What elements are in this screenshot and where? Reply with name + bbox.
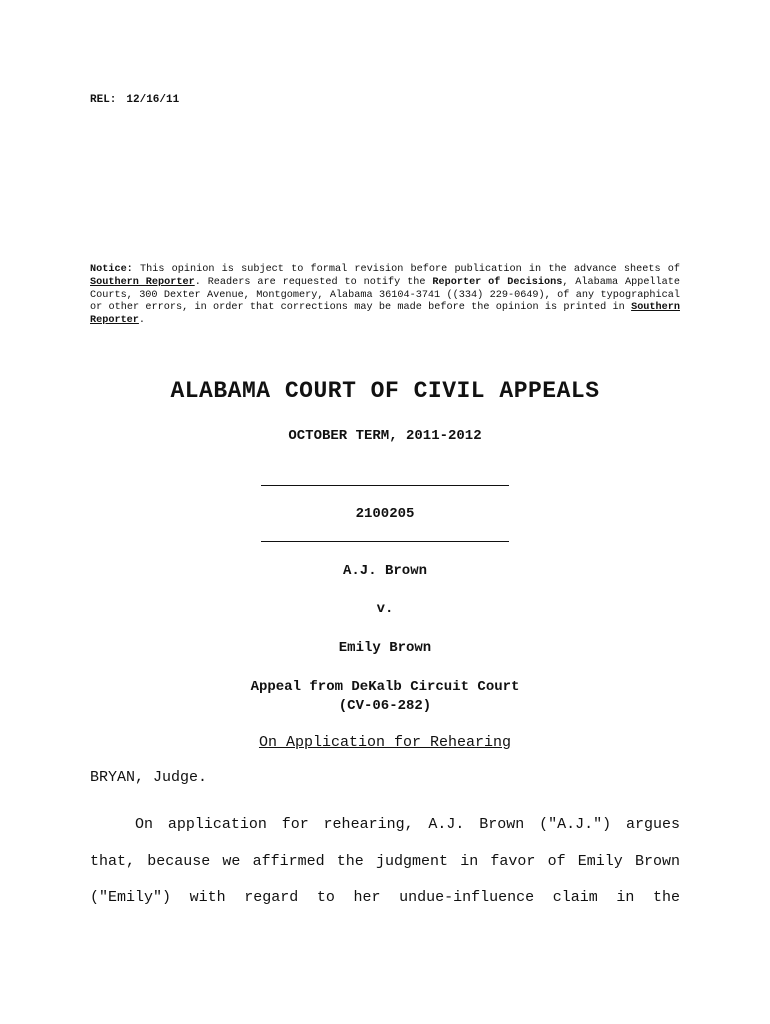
- southern-reporter-ref: Southern Reporter: [90, 276, 195, 288]
- term: OCTOBER TERM, 2011-2012: [288, 428, 482, 444]
- divider: [261, 541, 509, 542]
- release-date-line: [90, 94, 179, 106]
- versus: v.: [376, 601, 394, 617]
- court-name: ALABAMA COURT OF CIVIL APPEALS: [170, 378, 600, 404]
- notice-text: , Alabama Appellate Courts, 300 Dexter Avenue, Montgomery, Alabama 36104-3741 ((334) 229-0649), of any typographical or other errors, in order that corrections may be made before the opinion is printed in: [90, 276, 680, 314]
- appellee-name: Emily Brown: [338, 640, 432, 656]
- opinion-text: On application for rehearing, A.J. Brown ("A.J.") argues that, because we affirmed the judgment in favor of Emily Brown ("Emily") with regard to her undue-influence claim in the: [90, 816, 680, 906]
- appellant-name: A.J. Brown: [342, 563, 427, 579]
- southern-reporter-ref: Southern Reporter: [90, 302, 680, 327]
- docket-number: 2100205: [355, 506, 415, 522]
- rehearing-heading: On Application for Rehearing: [258, 734, 512, 751]
- notice-text: .: [138, 315, 146, 327]
- appeal-court-line: Appeal from DeKalb Circuit Court: [250, 679, 520, 695]
- judge-name: BRYAN, Judge.: [90, 769, 208, 786]
- release-label: REL:: [90, 94, 117, 106]
- appeal-source: [0, 678, 770, 716]
- reporter-of-decisions: Reporter of Decisions: [432, 276, 563, 288]
- notice-text: . Readers are requested to notify the: [194, 276, 426, 288]
- notice-label: Notice:: [90, 264, 133, 275]
- divider: [261, 485, 509, 486]
- opinion-paragraph: [90, 807, 680, 917]
- case-number: (CV-06-282): [338, 698, 432, 714]
- release-date: 12/16/11: [126, 94, 180, 106]
- publication-notice: [90, 264, 680, 328]
- notice-text: This opinion is subject to formal revision before publication in the advance sheets of: [140, 264, 680, 275]
